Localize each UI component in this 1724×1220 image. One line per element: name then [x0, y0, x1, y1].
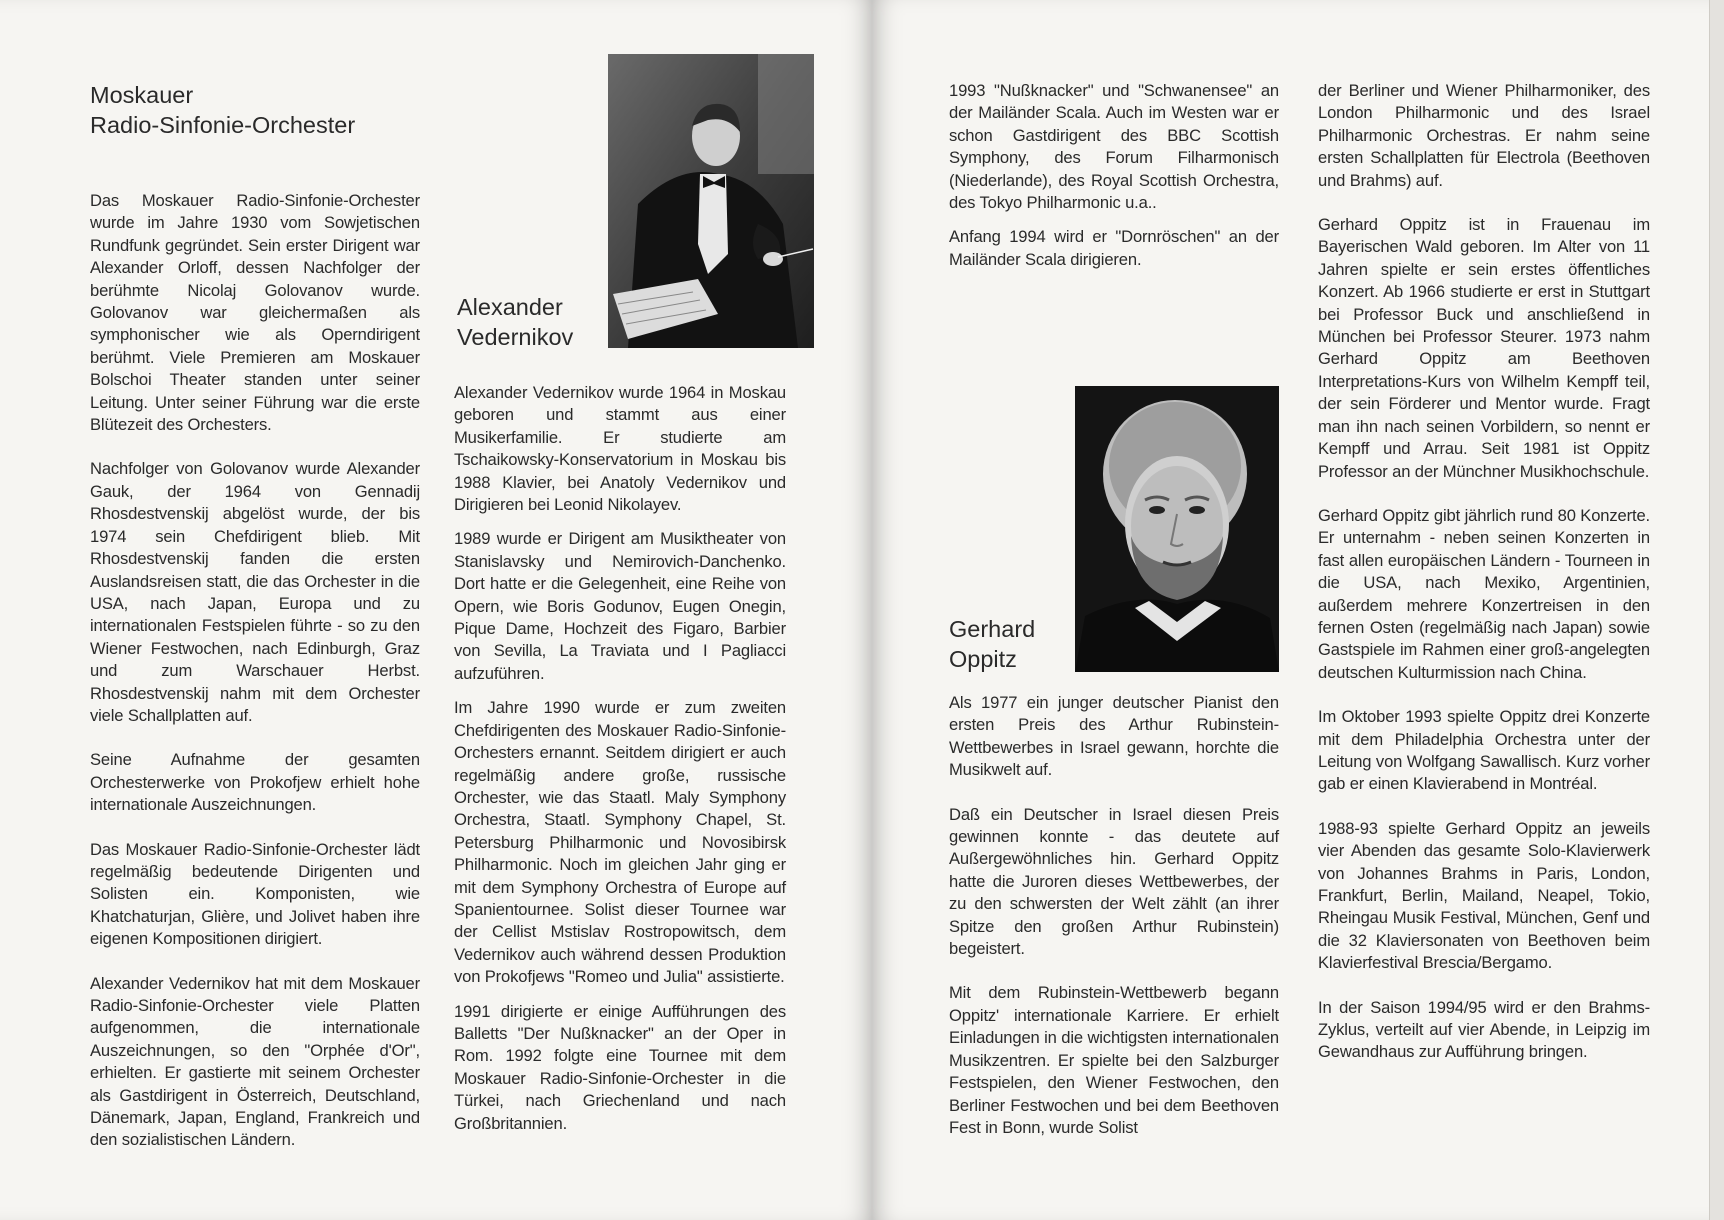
- oppitz-paragraph: 1988-93 spielte Gerhard Oppitz an jeweils vier Abenden das gesamte Solo-Klavierwerk von Johannes Brahms in Paris, London, Frankfurt, Berlin, Mailand, Neapel, Tokio, Rheingau Musik Festival, München, Genf und die 32 Klaviersonaten von Beethoven beim Klavierfestival Brescia/Bergamo.: [1318, 818, 1650, 973]
- vedernikov-paragraph: 1991 dirigierte er einige Aufführungen des Balletts "Der Nußknacker" an der Oper in Rom. 1992 folgte eine Tournee mit dem Moskauer Radio-Sinfonie-Orchester in die Türkei, nach Griechenland und nach Großbritannien.: [454, 1001, 786, 1133]
- orchestra-paragraph: Das Moskauer Radio-Sinfonie-Orchester lädt regelmäßig bedeutende Dirigenten und Solisten ein. Komponisten, wie Khatchaturjan, Glière, und Jolivet haben ihre eigenen Kompositionen dirigiert.: [90, 839, 420, 949]
- oppitz-paragraph: In der Saison 1994/95 wird er den Brahms-Zyklus, verteilt auf vier Abende, in Leipzig im Gewandhaus zur Aufführung bringen.: [1318, 997, 1650, 1062]
- oppitz-paragraph: Mit dem Rubinstein-Wettbewerb begann Oppitz' internationale Karriere. Er erhielt Einladungen in die wichtigsten internationalen Musikzentren. Er spielte bei den Salzburger Festspielen, den Wiener Festwochen, den Berliner Festwochen und bei dem Beethoven Fest in Bonn, wurde Solist: [949, 983, 1279, 1137]
- orchestra-paragraph: Das Moskauer Radio-Sinfonie-Orchester wurde im Jahre 1930 vom Sowjetischen Rundfunk gegründet. Sein erster Dirigent war Alexander Orloff, dessen Nachfolger der berühmte Nicolaj Golovanov wurde. Golovanov war gleichermaßen als symphonischer wie als Operndirigent berühmt. Viele Premieren am Moskauer Bolschoi Theater standen unter seiner Leitung. Unter seiner Führung war die erste Blütezeit des Orchesters.: [90, 191, 420, 435]
- vedernikov-paragraph: Alexander Vedernikov wurde 1964 in Moskau geboren und stammt aus einer Musikerfamilie. Er studierte am Tschaikowsky-Konservatorium in Moskau bis 1988 Klavier, bei Anatoly Vedernikov und Dirigieren bei Leonid Nikolayev.: [454, 383, 786, 515]
- oppitz-paragraph: der Berliner und Wiener Philharmoniker, des London Philharmonic und des Israel Philharmonic Orchestras. Er nahm seine ersten Schallplatten für Electrola (Beethoven und Brahms) auf.: [1318, 81, 1650, 190]
- conductor-photo-icon: [608, 54, 814, 348]
- vedernikov-name: [457, 292, 607, 352]
- page-edge: [1709, 0, 1724, 1220]
- vedernikov-paragraph: 1989 wurde er Dirigent am Musiktheater von Stanislavsky und Nemirovich-Danchenko. Dort hatte er die Gelegenheit, eine Reihe von Opern, wie Boris Godunov, Eugen Onegin, Pique Dame, Hochzeit des Figaro, Barbier von Sevilla, La Traviata und I Pagliacci aufzuführen.: [454, 529, 786, 683]
- orchestra-column: [90, 80, 420, 1174]
- oppitz-name-line1: Gerhard: [949, 616, 1036, 642]
- vedernikov-continued-paragraph: 1993 "Nußknacker" und "Schwanensee" an der Mailänder Scala. Auch im Westen war er schon Gastdirigent des BBC Scottish Symphony, des Forum Filharmonisch (Niederlande), des Royal Scottish Orchestra, des Tokyo Philharmonic u.a..: [949, 81, 1279, 213]
- oppitz-name-line2: Oppitz: [949, 646, 1017, 672]
- oppitz-paragraph: Gerhard Oppitz ist in Frauenau im Bayerischen Wald geboren. Im Alter von 11 Jahren spielte er sein erstes öffentliches Konzert. Ab 1966 studierte er erst in Stuttgart bei Professor Buck und anschließend in München bei Professor Steurer. 1973 nahm Gerhard Oppitz am Beethoven Interpretations-Kurs von Wilhelm Kempff teil, der sein Förderer und Mentor wurde. Fragt man ihn nach seinen Vorbildern, so nennt er Kempff und Arrau. Seit 1981 ist Oppitz Professor an der Münchner Musikhochschule.: [1318, 215, 1650, 481]
- orchestra-title-line2: Radio-Sinfonie-Orchester: [90, 112, 356, 138]
- pianist-portrait-icon: [1075, 386, 1279, 672]
- oppitz-paragraph: Als 1977 ein junger deutscher Pianist den ersten Preis des Arthur Rubinstein-Wettbewerbes in Israel gewann, horchte die Musikwelt auf.: [949, 693, 1279, 780]
- oppitz-paragraph: Gerhard Oppitz gibt jährlich rund 80 Konzerte. Er unternahm - neben seinen Konzerten in fast allen europäischen Ländern - Tourneen in die USA, nach Mexiko, Argentinien, außerdem mehrere Konzertreisen in den fernen Osten (regelmäßig nach Japan) sowie Gastspiele im Rahmen einer groß-angelegten deutschen Kulturmission nach China.: [1318, 505, 1650, 682]
- orchestra-paragraph: Seine Aufnahme der gesamten Orchesterwerke von Prokofjew erhielt hohe internationale Auszeichnungen.: [90, 750, 420, 815]
- vedernikov-name-line1: Alexander: [457, 294, 563, 320]
- oppitz-paragraph: Im Oktober 1993 spielte Oppitz drei Konzerte mit dem Philadelphia Orchestra unter der Leitung von Wolfgang Sawallisch. Kurz vorher gab er einen Klavierabend in Montréal.: [1318, 707, 1650, 794]
- vedernikov-name-line2: Vedernikov: [457, 324, 574, 350]
- oppitz-paragraph: Daß ein Deutscher in Israel diesen Preis gewinnen konnte - das deutete auf Außergewöhnliches hin. Gerhard Oppitz hatte die Juroren dieses Wettbewerbes, der zu den schwersten der Welt zählt (an ihrer Spitze den großen Arthur Rubinstein) begeistert.: [949, 804, 1279, 959]
- orchestra-title-line1: Moskauer: [90, 82, 194, 108]
- orchestra-paragraph: Alexander Vedernikov hat mit dem Moskauer Radio-Sinfonie-Orchester viele Platten aufgenommen, die internationale Auszeichnungen, so den "Orphée d'Or", erhielten. Er gastierte mit seinem Orchester als Gastdirigent in Österreich, Deutschland, Dänemark, Japan, England, Frankreich und den sozialistischen Ländern.: [90, 973, 420, 1150]
- vedernikov-continued-column: [949, 80, 1279, 283]
- vedernikov-column: [454, 382, 786, 1147]
- vedernikov-paragraph: Im Jahre 1990 wurde er zum zweiten Chefdirigenten des Moskauer Radio-Sinfonie-Orchesters ernannt. Seitdem dirigiert er auch regelmäßig andere große, russische Orchester, wie das Staatl. Maly Symphony Orchestra, Staatl. Symphony Chapel, St. Petersburg Philharmonic und Novosibirsk Philharmonic. Noch im gleichen Jahr ging er mit dem Symphony Orchestra of Europe auf Spanientournee. Solist dieser Tournee war der Cellist Mstislav Rostropowitsch, dem Vedernikov auch während dessen Produktion von Prokofjews "Romeo und Julia" assistierte.: [454, 698, 786, 987]
- orchestra-paragraph: Nachfolger von Golovanov wurde Alexander Gauk, der 1964 von Gennadij Rhosdestvenskij abgelöst wurde, der bis 1974 sein Chefdirigent blieb. Mit Rhosdestvenskij fanden die ersten Auslandsreisen statt, die das Orchester in die USA, nach Japan, Europa und zu internationalen Festspielen führte - so zu den Wiener Festwochen, nach Edinburgh, Graz und zum Warschauer Herbst. Rhosdestvenskij nahm mit dem Orchester viele Schallplatten auf.: [90, 459, 420, 725]
- right-page: [872, 0, 1724, 1220]
- vedernikov-continued-paragraph: Anfang 1994 wird er "Dornröschen" an der Mailänder Scala dirigieren.: [949, 227, 1279, 269]
- oppitz-column-mid: [949, 692, 1279, 1161]
- oppitz-column-right: [1318, 80, 1650, 1086]
